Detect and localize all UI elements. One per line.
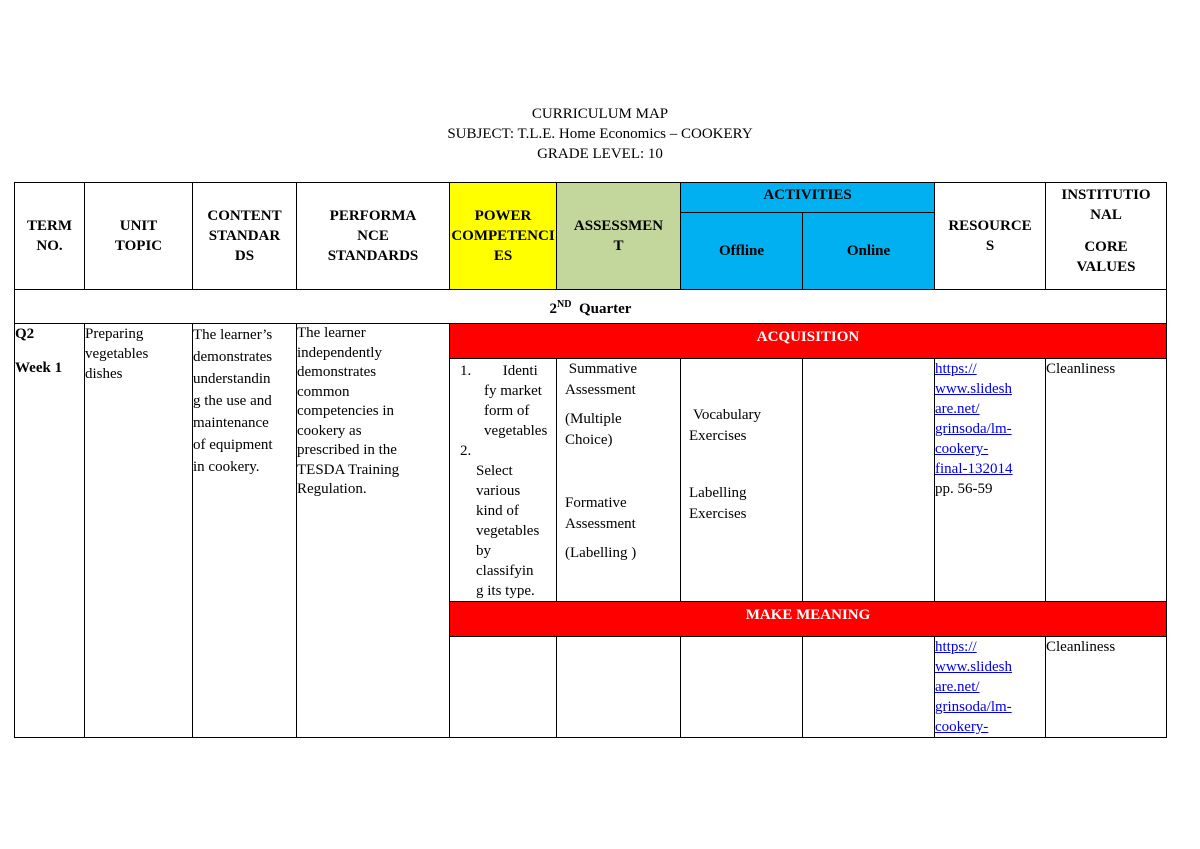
term-cell: Q2 Week 1 bbox=[15, 324, 85, 738]
activities-offline-cell bbox=[681, 637, 803, 738]
col-header-term: TERM NO. bbox=[15, 183, 85, 290]
col-header-assessment: ASSESSMEN T bbox=[557, 183, 681, 290]
doc-grade-level: GRADE LEVEL: 10 bbox=[537, 146, 663, 162]
resource-link[interactable]: https:// www.slidesh are.net/ grinsoda/lm- cookery- final-132014 bbox=[935, 361, 1013, 477]
resources-cell bbox=[935, 359, 1046, 602]
col-header-offline: Offline bbox=[681, 213, 803, 290]
doc-subject: SUBJECT: T.L.E. Home Economics – COOKERY bbox=[447, 126, 753, 142]
col-header-institutional-core-values: INSTITUTIO NAL CORE VALUES bbox=[1046, 183, 1167, 290]
performance-standards-cell: The learner independently demonstrates common competencies in cookery as prescribed in the TESDA Training Regulation. bbox=[297, 324, 450, 738]
content-standards-cell: The learner’s demonstrates understandin g the use and maintenance of equipment in cookery. bbox=[193, 324, 297, 738]
col-header-content-standards: CONTENT STANDAR DS bbox=[193, 183, 297, 290]
col-header-power-competencies: POWER COMPETENCI ES bbox=[450, 183, 557, 290]
assessment-cell bbox=[557, 637, 681, 738]
acquisition-banner: ACQUISITION bbox=[450, 324, 1167, 359]
resource-link[interactable]: https:// www.slidesh are.net/ grinsoda/lm- cookery- bbox=[935, 639, 1012, 735]
curriculum-map-table bbox=[14, 182, 1167, 738]
competency-item: 2. bbox=[460, 443, 472, 459]
col-header-resources: RESOURCE S bbox=[935, 183, 1046, 290]
core-values-cell: Cleanliness bbox=[1046, 359, 1167, 602]
resources-cell bbox=[935, 637, 1046, 738]
power-competencies-cell bbox=[450, 637, 557, 738]
activities-online-cell bbox=[803, 637, 935, 738]
activities-offline-cell: Vocabulary Exercises Labelling Exercises bbox=[681, 359, 803, 602]
col-header-online: Online bbox=[803, 213, 935, 290]
quarter-row: 2ND Quarter bbox=[15, 290, 1167, 324]
assessment-cell: Summative Assessment (Multiple Choice) Formative Assessment (Labelling ) bbox=[557, 359, 681, 602]
doc-title: CURRICULUM MAP bbox=[531, 106, 669, 122]
resource-pages: pp. 56-59 bbox=[935, 481, 993, 497]
competency-item: 1. Identi fy market form of vegetables bbox=[460, 363, 548, 439]
col-header-unit-topic: UNIT TOPIC bbox=[85, 183, 193, 290]
core-values-cell: Cleanliness bbox=[1046, 637, 1167, 738]
make-meaning-banner: MAKE MEANING bbox=[450, 602, 1167, 637]
document-header bbox=[0, 104, 1200, 164]
power-competencies-cell: 1. Identi fy market form of vegetables 2. Select various kind of vegetables by classifyin g its type. bbox=[450, 359, 557, 602]
activities-online-cell bbox=[803, 359, 935, 602]
unit-topic-cell: Preparing vegetables dishes bbox=[85, 324, 193, 738]
col-header-activities: ACTIVITIES bbox=[681, 183, 935, 213]
col-header-performance-standards: PERFORMA NCE STANDARDS bbox=[297, 183, 450, 290]
